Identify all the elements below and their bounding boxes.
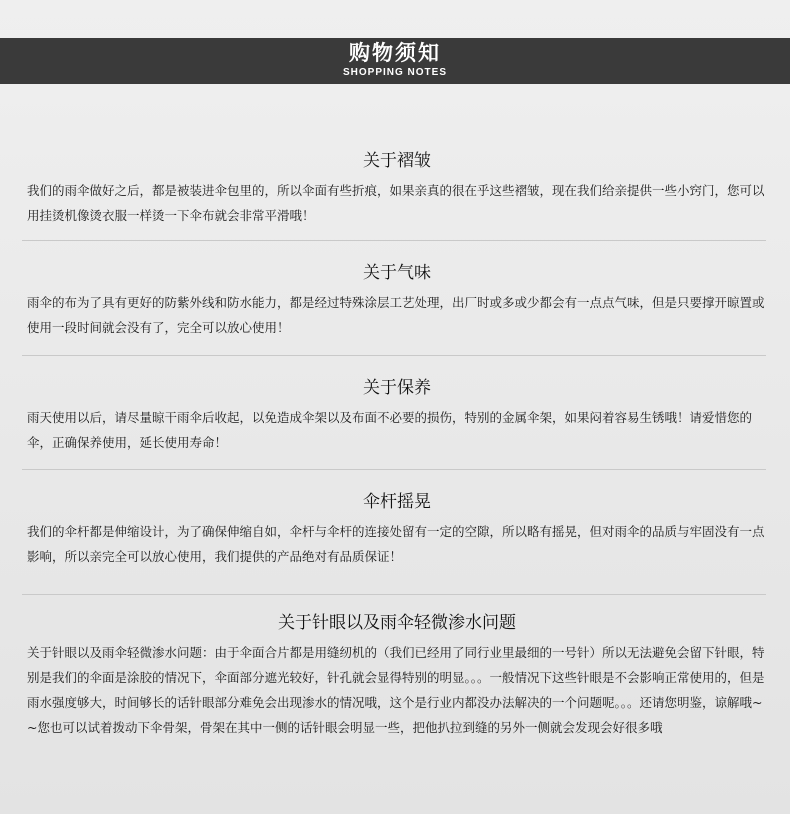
section-title: 关于气味 [363,263,431,283]
section-odor [27,262,767,340]
section-body: 关于针眼以及雨伞轻微渗水问题：由于伞面合片都是用缝纫机的（我们已经用了同行业里最细的一号针）所以无法避免会留下针眼，特别是我们的伞面是涂胶的情况下，伞面部分遮光较好，针孔就会显得特别的明显。。。一般情况下这些针眼是不会影响正常使用的，但是雨水强度够大，时间够长的话针眼部分难免会出现渗水的情况哦，这个是行业内都没办法解决的一个问题呢。。。还请您明鉴，谅解哦~~您也可以试着拨动下伞骨架，骨架在其中一侧的话针眼会明显一些，把他扒拉到缝的另外一侧就会发现会好很多哦 [27,645,765,735]
section-title: 关于针眼以及雨伞轻微渗水问题 [278,613,516,633]
section-pinholes [27,612,767,740]
page-subtitle: SHOPPING NOTES [342,67,447,78]
section-body: 雨伞的布为了具有更好的防紫外线和防水能力，都是经过特殊涂层工艺处理，出厂时或多或少都会有一点点气味，但是只要撑开晾置或使用一段时间就会没有了，完全可以放心使用！ [27,295,765,335]
section-maintenance [27,377,767,455]
divider [22,240,766,241]
section-body: 雨天使用以后，请尽量晾干雨伞后收起，以免造成伞架以及布面不必要的损伤，特别的金属伞架，如果闷着容易生锈哦！请爱惜您的伞，正确保养使用，延长使用寿命！ [27,410,753,450]
section-title: 伞杆摇晃 [363,492,431,512]
section-body: 我们的雨伞做好之后，都是被装进伞包里的，所以伞面有些折痕，如果亲真的很在乎这些褶皱，现在我们给亲提供一些小窍门，您可以用挂烫机像烫衣服一样烫一下伞布就会非常平滑哦！ [27,183,765,223]
section-title: 关于保养 [363,378,431,398]
page-title: 购物须知 [349,41,441,65]
section-title: 关于褶皱 [363,151,431,171]
divider [22,594,766,595]
section-shaft-wobble [27,491,767,569]
divider [22,469,766,470]
section-body: 我们的伞杆都是伸缩设计，为了确保伸缩自如，伞杆与伞杆的连接处留有一定的空隙，所以略有摇晃，但对雨伞的品质与牢固没有一点影响，所以亲完全可以放心使用，我们提供的产品绝对有品质保证！ [27,524,765,564]
divider [22,355,766,356]
section-wrinkles [27,150,767,228]
